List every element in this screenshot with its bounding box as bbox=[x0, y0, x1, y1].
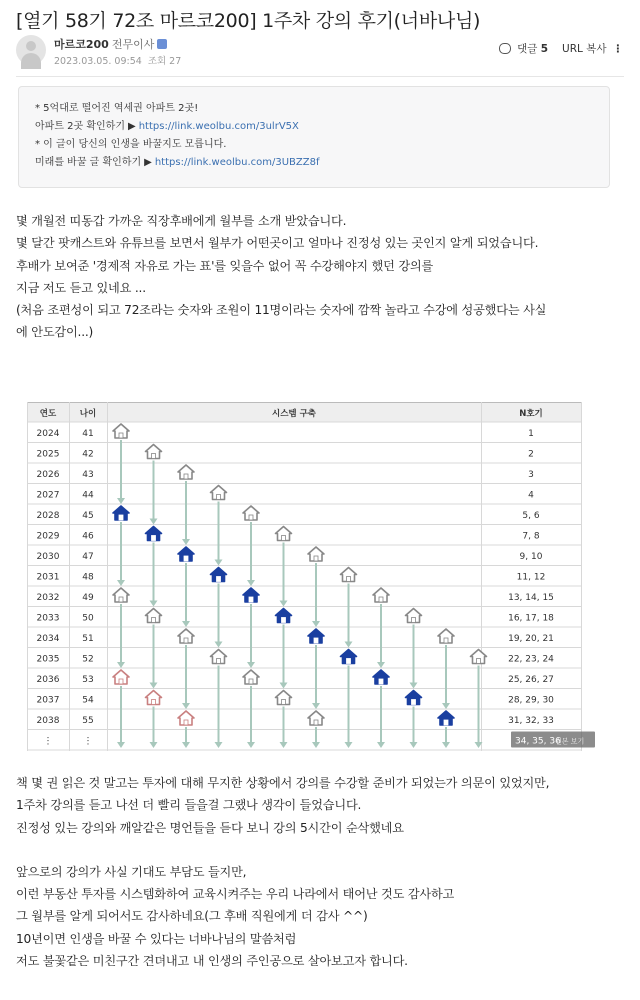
year-cell: 2033 bbox=[36, 613, 60, 624]
n-count-cell: 22, 23, 24 bbox=[508, 654, 554, 665]
future-link[interactable]: https://link.weolbu.com/3UBZZ8f bbox=[154, 157, 320, 168]
body-line: 지금 저도 듣고 있네요 ... bbox=[16, 280, 146, 295]
arrow-head bbox=[410, 742, 418, 748]
age-cell: 54 bbox=[82, 695, 94, 706]
quote-line: * 5억대로 떨어진 역세권 아파트 2곳! bbox=[35, 103, 199, 114]
arrow-head bbox=[150, 683, 158, 689]
header-cell: 시스템 구축 bbox=[271, 409, 317, 419]
n-count-cell: 7, 8 bbox=[522, 531, 540, 542]
arrow-head bbox=[280, 683, 288, 689]
arrow-head bbox=[215, 642, 223, 648]
body-line: 몇 달간 팟캐스트와 유튜브를 보면서 월부가 어떤곳이고 얼마나 진정성 있는 곳인지 알게 되었습니다. bbox=[16, 236, 539, 251]
n-count-cell: 5, 6 bbox=[522, 511, 540, 521]
arrow-right-icon: ▶ bbox=[144, 157, 152, 168]
n-count-cell: 11, 12 bbox=[516, 572, 546, 583]
house-icon bbox=[211, 568, 227, 582]
house-icon bbox=[243, 506, 259, 520]
house-icon bbox=[146, 609, 162, 623]
house-icon bbox=[406, 691, 422, 705]
body-line: 후배가 보여준 '경제적 자유로 가는 표'를 잊을수 없어 꼭 수강해야지 했던 강의를 bbox=[16, 258, 434, 273]
house-icon bbox=[243, 588, 259, 602]
year-cell: 2026 bbox=[36, 470, 60, 480]
arrow-head bbox=[117, 662, 125, 668]
house-icon bbox=[211, 486, 227, 500]
system-table-image[interactable] bbox=[27, 402, 585, 751]
arrow-head bbox=[410, 683, 418, 689]
house-icon bbox=[276, 527, 292, 541]
house-icon bbox=[406, 609, 422, 623]
arrow-head bbox=[442, 703, 450, 709]
n-count-cell: 28, 29, 30 bbox=[508, 695, 554, 706]
arrow-head bbox=[312, 621, 320, 627]
house-icon bbox=[308, 629, 324, 643]
arrow-head bbox=[442, 742, 450, 748]
year-cell: 2029 bbox=[36, 531, 60, 542]
age-cell: 48 bbox=[82, 572, 94, 583]
comments-button[interactable]: 댓글 5 bbox=[517, 43, 549, 55]
year-cell: ⋮ bbox=[43, 736, 53, 747]
author-name[interactable]: 마르코200 전무이사 bbox=[54, 36, 167, 52]
n-count-cell: 2 bbox=[528, 449, 534, 460]
body-line: 그 월부를 알게 되어서도 감사하네요(그 후배 직원에게 더 감사 ^^) bbox=[16, 909, 368, 924]
n-count-cell: 19, 20, 21 bbox=[508, 634, 554, 644]
year-cell: 2036 bbox=[36, 675, 60, 685]
age-cell: 44 bbox=[82, 490, 94, 501]
post-views: 조회 27 bbox=[147, 56, 182, 67]
house-icon bbox=[341, 650, 357, 664]
year-cell: 2028 bbox=[36, 511, 60, 521]
overlay-n-count: 34, 35, 36 bbox=[515, 736, 561, 747]
level-badge-icon bbox=[157, 39, 167, 49]
arrow-head bbox=[377, 742, 385, 748]
body-line: 앞으로의 강의가 사실 기대도 부담도 들지만, bbox=[16, 864, 247, 879]
post-body-intro bbox=[16, 210, 624, 344]
arrow-head bbox=[345, 742, 353, 748]
n-count-cell: 16, 17, 18 bbox=[508, 613, 554, 624]
house-icon bbox=[438, 711, 454, 725]
arrow-head bbox=[247, 662, 255, 668]
arrow-head bbox=[182, 742, 190, 748]
post-date: 2023.03.05. 09:54 bbox=[54, 56, 142, 67]
year-cell: 2027 bbox=[36, 490, 60, 501]
body-line: 책 몇 권 읽은 것 말고는 투자에 대해 무지한 상황에서 강의를 수강할 준비가 되었는가 의문이 있었지만, bbox=[16, 776, 550, 790]
age-cell: 50 bbox=[82, 613, 94, 624]
house-icon bbox=[146, 691, 162, 705]
arrow-right-icon: ▶ bbox=[128, 121, 136, 132]
header-cell: 연도 bbox=[39, 409, 57, 419]
age-cell: 42 bbox=[82, 449, 94, 460]
house-icon bbox=[113, 670, 129, 684]
author-role: 전무이사 bbox=[111, 38, 155, 51]
arrow-head bbox=[215, 742, 223, 748]
house-icon bbox=[113, 588, 129, 602]
age-cell: 53 bbox=[82, 675, 94, 685]
house-icon bbox=[308, 547, 324, 561]
year-cell: 2025 bbox=[36, 449, 60, 460]
age-cell: 49 bbox=[82, 593, 94, 603]
system-table-svg bbox=[27, 402, 585, 751]
age-cell: 46 bbox=[82, 531, 94, 542]
header-cell: 나이 bbox=[79, 409, 97, 419]
body-line: 몇 개월전 띠동갑 가까운 직장후배에게 월부를 소개 받았습니다. bbox=[16, 214, 347, 228]
url-copy-button[interactable]: URL 복사 bbox=[562, 43, 607, 55]
n-count-cell: 31, 32, 33 bbox=[508, 716, 554, 726]
house-icon bbox=[308, 711, 324, 725]
author-row bbox=[16, 35, 624, 69]
n-count-cell: 25, 26, 27 bbox=[508, 675, 554, 685]
more-menu-icon[interactable]: ⋮ bbox=[612, 42, 624, 55]
house-icon bbox=[276, 609, 292, 623]
body-line: 1주차 강의를 듣고 나선 더 빨리 들을걸 그랬나 생각이 들었습니다. bbox=[16, 798, 362, 813]
age-cell: 41 bbox=[82, 429, 94, 439]
avatar[interactable] bbox=[16, 35, 46, 65]
header-cell: N호기 bbox=[519, 409, 543, 419]
arrow-head bbox=[247, 742, 255, 748]
arrow-head bbox=[150, 742, 158, 748]
arrow-head bbox=[182, 539, 190, 545]
body-line: 진정성 있는 강의와 깨알같은 명언들을 듣다 보니 강의 5시간이 순삭했네요 bbox=[16, 820, 404, 835]
house-icon bbox=[178, 629, 194, 643]
post-body-review bbox=[16, 772, 624, 972]
house-icon bbox=[146, 445, 162, 459]
body-line: 저도 불꽃같은 미친구간 견뎌내고 내 인생의 주인공으로 살아보고자 합니다. bbox=[16, 954, 408, 969]
house-icon bbox=[113, 424, 129, 438]
age-cell: 43 bbox=[82, 470, 94, 480]
apartment-link[interactable]: https://link.weolbu.com/3ulrV5X bbox=[138, 121, 299, 132]
n-count-cell: 13, 14, 15 bbox=[508, 593, 554, 603]
year-cell: 2038 bbox=[36, 716, 60, 726]
arrow-head bbox=[150, 601, 158, 607]
age-cell: 45 bbox=[82, 511, 94, 521]
house-icon bbox=[373, 670, 389, 684]
arrow-head bbox=[117, 498, 125, 504]
post-meta bbox=[54, 53, 187, 67]
post-actions bbox=[499, 41, 624, 56]
age-cell: 55 bbox=[82, 716, 94, 726]
divider bbox=[16, 76, 624, 77]
year-cell: 2024 bbox=[36, 429, 60, 439]
body-line: 10년이면 인생을 바꿀 수 있다는 너바나님의 말씀처럼 bbox=[16, 931, 297, 946]
n-count-cell: 1 bbox=[528, 429, 534, 439]
quote-line: 미래를 바꿀 글 확인하기 ▶ https://link.weolbu.com/3UBZZ8f bbox=[35, 157, 320, 168]
year-cell: 2031 bbox=[36, 572, 60, 583]
quote-line: * 이 글이 당신의 인생을 바꿀지도 모릅니다. bbox=[35, 139, 227, 150]
house-icon bbox=[178, 465, 194, 479]
year-cell: 2030 bbox=[36, 552, 60, 562]
house-icon bbox=[471, 650, 487, 664]
body-line: 이런 부동산 투자를 시스템화하여 교육시켜주는 우리 나라에서 태어난 것도 감사하고 bbox=[16, 887, 455, 902]
age-cell: ⋮ bbox=[83, 736, 93, 747]
year-cell: 2034 bbox=[36, 634, 60, 644]
year-cell: 2035 bbox=[36, 654, 60, 665]
house-icon bbox=[146, 527, 162, 541]
house-icon bbox=[438, 629, 454, 643]
arrow-head bbox=[150, 519, 158, 525]
arrow-head bbox=[215, 560, 223, 566]
arrow-head bbox=[182, 703, 190, 709]
house-icon bbox=[178, 711, 194, 725]
house-icon bbox=[243, 670, 259, 684]
view-original-label: 원본 보기 bbox=[555, 737, 585, 746]
house-icon bbox=[211, 650, 227, 664]
house-icon bbox=[276, 691, 292, 705]
n-count-cell: 9, 10 bbox=[519, 552, 543, 562]
house-icon bbox=[113, 506, 129, 520]
body-line: (처음 조편성이 되고 72조라는 숫자와 조원이 11명이라는 숫자에 깜짝 놀라고 수강에 성공했다는 사실 bbox=[16, 303, 547, 318]
age-cell: 52 bbox=[82, 654, 94, 665]
age-cell: 51 bbox=[82, 634, 94, 644]
year-cell: 2032 bbox=[36, 593, 60, 603]
house-icon bbox=[373, 588, 389, 602]
n-count-cell: 3 bbox=[528, 470, 534, 480]
comment-icon[interactable] bbox=[499, 43, 511, 54]
year-cell: 2037 bbox=[36, 695, 60, 706]
arrow-head bbox=[312, 742, 320, 748]
arrow-head bbox=[117, 742, 125, 748]
arrow-head bbox=[280, 742, 288, 748]
arrow-head bbox=[117, 580, 125, 586]
body-line: 에 안도감이...) bbox=[16, 325, 94, 340]
arrow-head bbox=[312, 703, 320, 709]
arrow-head bbox=[280, 601, 288, 607]
arrow-head bbox=[377, 662, 385, 668]
post-title: [열기 58기 72조 마르코200] 1주차 강의 후기(너바나님) bbox=[16, 10, 481, 32]
quote-line: 아파트 2곳 확인하기 ▶ https://link.weolbu.com/3ulrV5X bbox=[35, 121, 299, 132]
promo-quote-box bbox=[18, 86, 610, 188]
age-cell: 47 bbox=[82, 552, 94, 562]
n-count-cell: 4 bbox=[528, 490, 534, 501]
house-icon bbox=[341, 568, 357, 582]
arrow-head bbox=[345, 642, 353, 648]
arrow-head bbox=[182, 621, 190, 627]
arrow-head bbox=[247, 580, 255, 586]
house-icon bbox=[178, 547, 194, 561]
